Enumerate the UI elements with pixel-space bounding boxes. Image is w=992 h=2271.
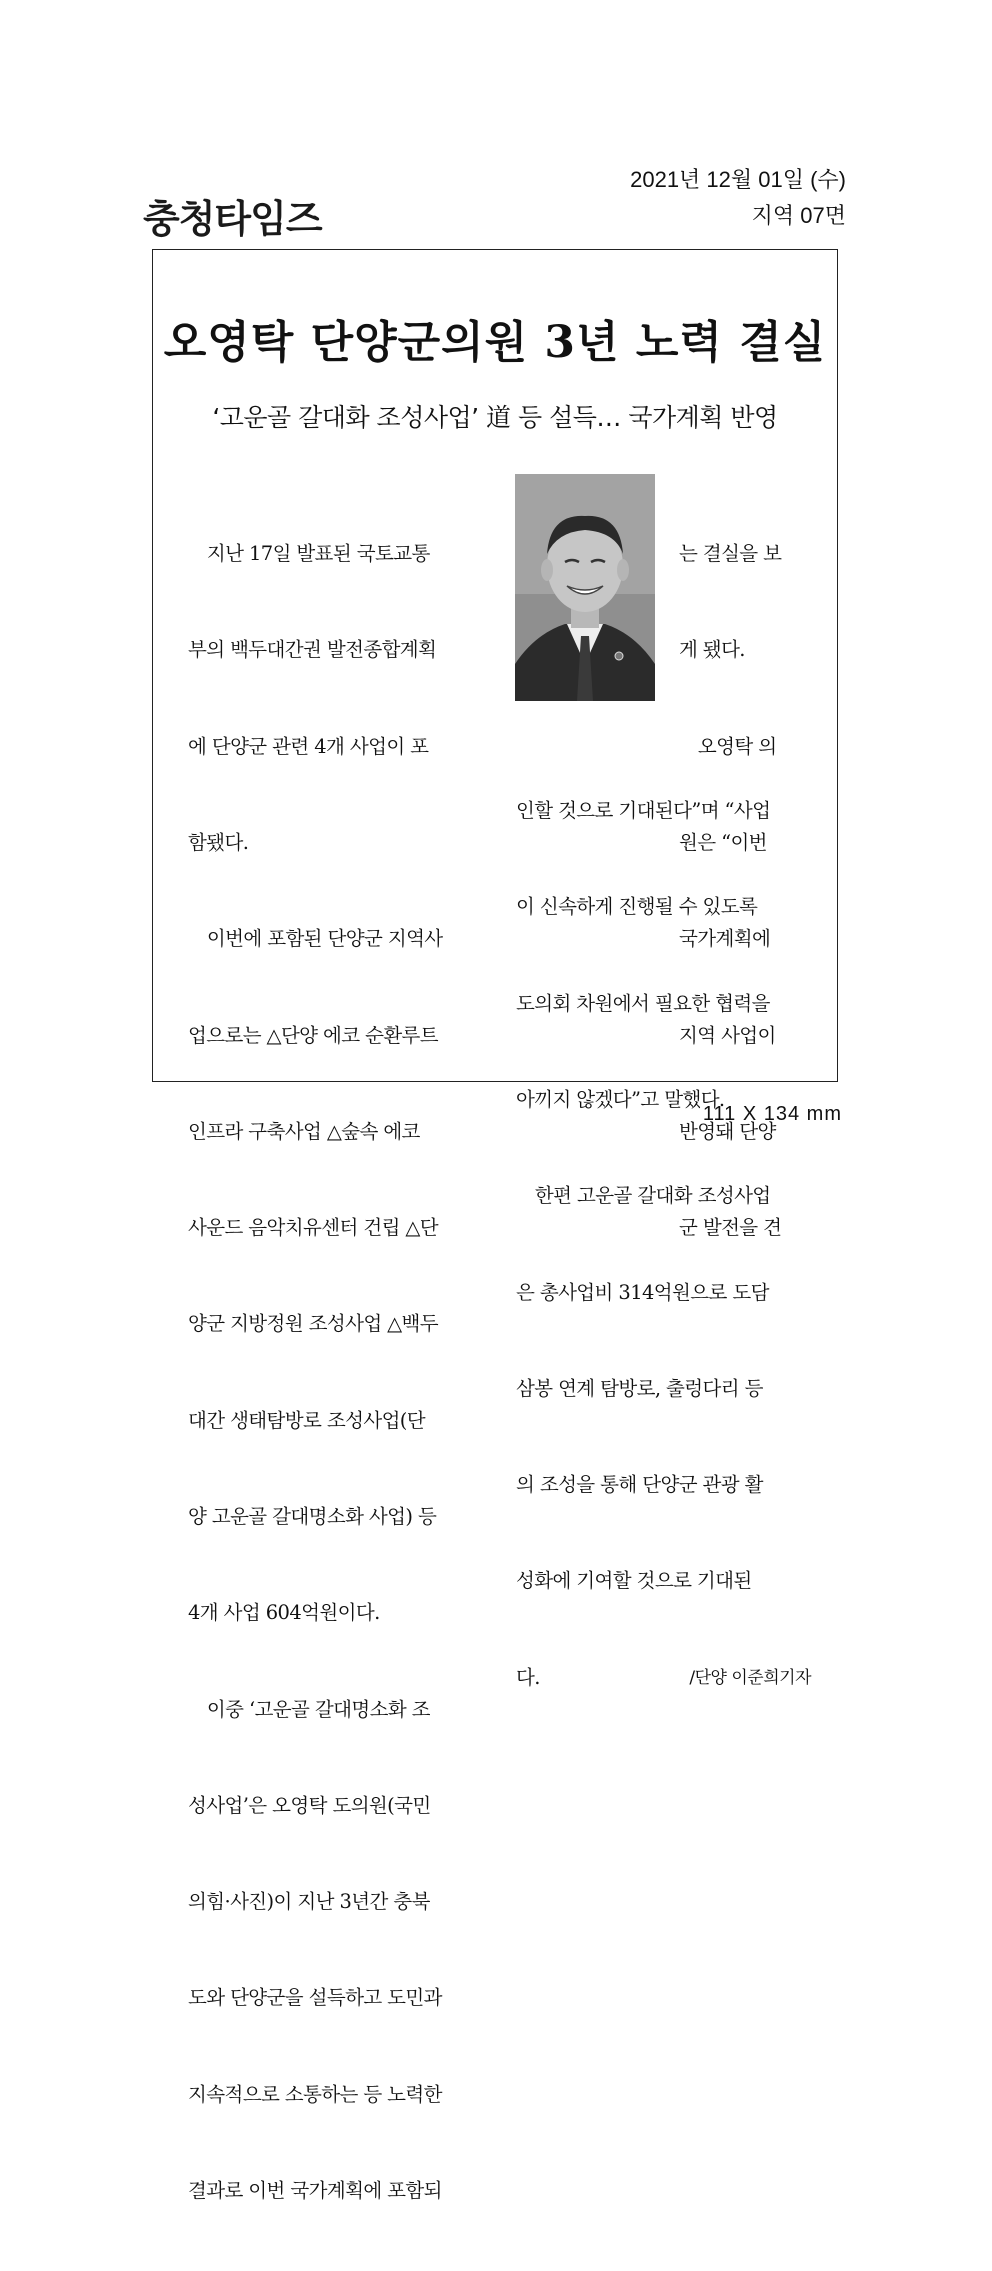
page-section: 지역 07면 <box>751 203 846 228</box>
article-line: 이중 ‘고운골 갈대명소화 조 <box>188 1697 430 1721</box>
article-line: 오영탁 의 <box>679 734 777 758</box>
article-line: 아끼지 않겠다”고 말했다. <box>516 1088 725 1112</box>
article-line: 한편 고운골 갈대화 조성사업 <box>516 1184 771 1208</box>
article-line: 지역 사업이 <box>679 1023 776 1047</box>
article-line: 는 결실을 보 <box>679 542 782 566</box>
article-last-line <box>516 1662 811 1694</box>
article-line: 도의회 차원에서 필요한 협력을 <box>516 991 770 1015</box>
article-line: 이 신속하게 진행될 수 있도록 <box>516 895 758 919</box>
article-line: 의힘·사진)이 지난 3년간 충북 <box>188 1890 430 1914</box>
article-headline: 오영탁 단양군의원 3년 노력 결실 <box>163 317 827 368</box>
article-line: 다. <box>516 1665 540 1689</box>
article-line: 결과로 이번 국가계획에 포함되 <box>188 2178 442 2202</box>
article-line: 함됐다. <box>188 831 249 855</box>
article-line: 인프라 구축사업 △숲속 에코 <box>188 1119 420 1143</box>
article-line: 4개 사업 604억원이다. <box>188 1601 380 1625</box>
article-line: 지난 17일 발표된 국토교통 <box>188 542 430 566</box>
article-line: 성화에 기여할 것으로 기대된 <box>516 1569 752 1593</box>
article-line: 사운드 음악치유센터 건립 △단 <box>188 1216 439 1240</box>
article-line: 인할 것으로 기대된다”며 “사업 <box>516 799 771 823</box>
article-line: 도와 단양군을 설득하고 도민과 <box>188 1986 442 2010</box>
article-line: 부의 백두대간권 발전종합계획 <box>188 638 437 662</box>
publication-logo: 충청타임즈 <box>143 197 322 241</box>
article-line: 이번에 포함된 단양군 지역사 <box>188 927 443 951</box>
article-byline: /단양 이준희기자 <box>689 1667 811 1688</box>
portrait-photo <box>515 474 655 701</box>
article-subheadline: ‘고운골 갈대화 조성사업’ 道 등 설득… 국가계획 반영 <box>212 403 778 432</box>
article-line: 대간 생태탐방로 조성사업(단 <box>188 1408 426 1432</box>
article-line: 성사업’은 오영탁 도의원(국민 <box>188 1793 431 1817</box>
article-line: 삼봉 연계 탐방로, 출렁다리 등 <box>516 1376 763 1400</box>
article-line: 업으로는 △단양 에코 순환루트 <box>188 1023 439 1047</box>
article-left-column <box>188 474 483 2271</box>
clip-dimensions: 111 X 134 mm <box>702 1103 842 1125</box>
article-line: 의 조성을 통해 단양군 관광 활 <box>516 1473 763 1497</box>
article-line: 군 발전을 견 <box>679 1216 782 1240</box>
publication-date: 2021년 12월 01일 (수) <box>630 167 846 192</box>
article-line: 지속적으로 소통하는 등 노력한 <box>188 2082 442 2106</box>
article-line: 국가계획에 <box>679 927 771 951</box>
portrait-illustration <box>515 474 655 701</box>
article-line: 게 됐다. <box>679 638 745 662</box>
article-line: 원은 “이번 <box>679 831 767 855</box>
article-right-column-bottom <box>516 731 811 1758</box>
article-line: 양군 지방정원 조성사업 △백두 <box>188 1312 439 1336</box>
article-line: 은 총사업비 314억원으로 도담 <box>516 1280 769 1304</box>
article-line: 에 단양군 관련 4개 사업이 포 <box>188 734 429 758</box>
article-line: 반영돼 단양 <box>679 1119 776 1143</box>
article-line: 양 고운골 갈대명소화 사업) 등 <box>188 1505 437 1528</box>
